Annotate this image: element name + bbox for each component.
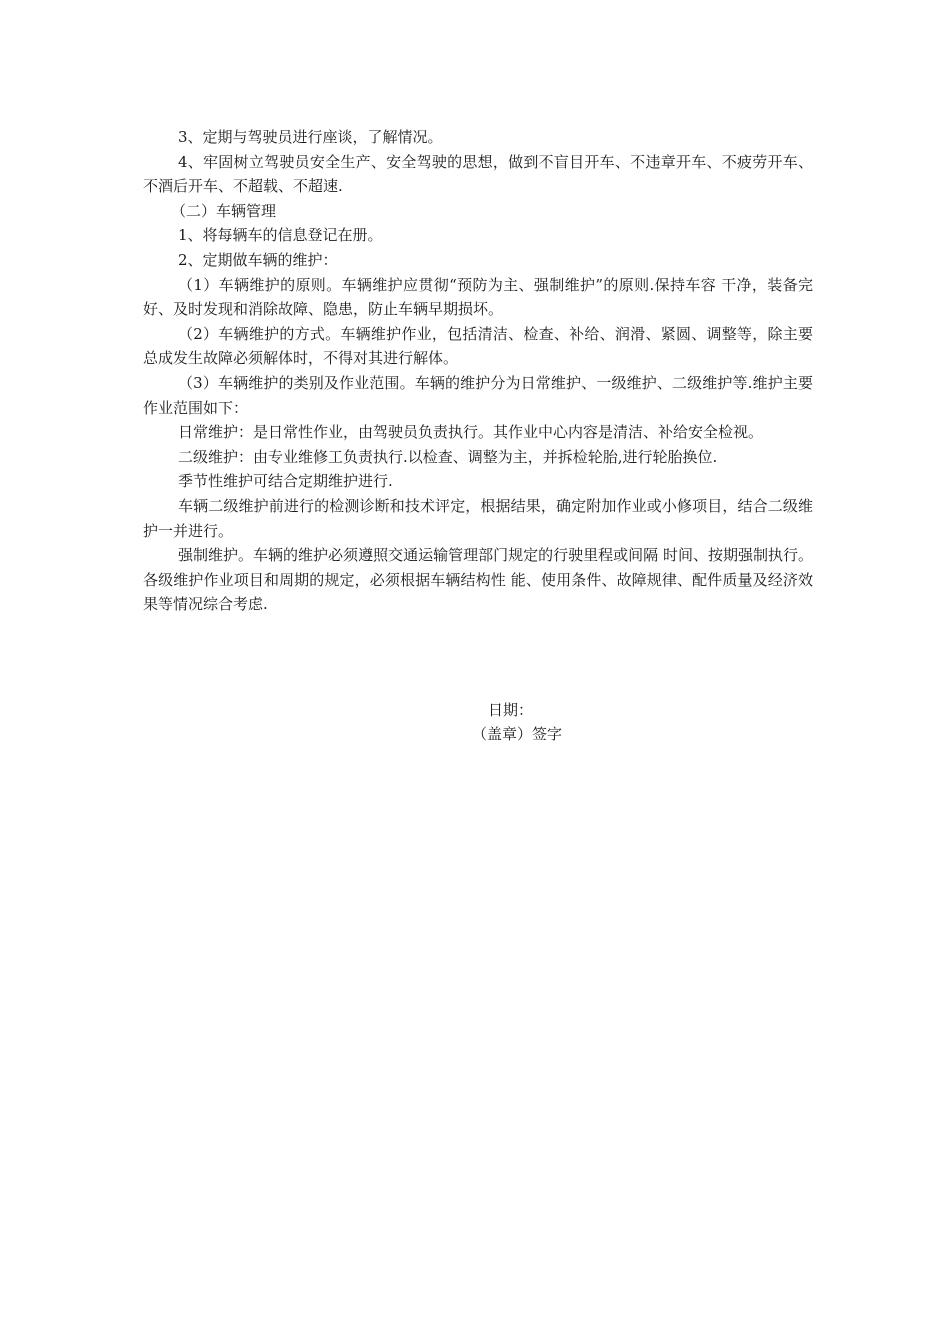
paragraph-daily-maintenance: 日常维护：是日常性作业，由驾驶员负责执行。其作业中心内容是清洁、补给安全检视。 bbox=[178, 423, 764, 442]
date-label: 日期： bbox=[488, 701, 534, 719]
paragraph-periodic-maintenance: 2、定期做车辆的维护： bbox=[178, 250, 338, 269]
paragraph-item-4: 4、牢固树立驾驶员安全生产、安全驾驶的思想，做到不盲目开车、不违章开车、不疲劳开车、不酒后开车、不超载、不超速. bbox=[143, 152, 813, 196]
document-body bbox=[143, 125, 813, 617]
paragraph-seasonal-maintenance: 季节性维护可结合定期维护进行. bbox=[178, 472, 393, 491]
paragraph-mandatory-maintenance: 强制维护。车辆的维护必须遵照交通运输管理部门规定的行驶里程或间隔 时间、按期强制执行。各级维护作业项目和周期的规定，必须根据车辆结构性 能、使用条件、故障规律、配件质量及经济效果等情况综合考虑. bbox=[143, 546, 813, 614]
paragraph-vehicle-registration: 1、将每辆车的信息登记在册。 bbox=[178, 226, 383, 245]
paragraph-maintenance-categories: （3）车辆维护的类别及作业范围。车辆的维护分为日常维护、一级维护、二级维护等.维护主要作业范围如下： bbox=[143, 373, 813, 417]
signature-block bbox=[440, 698, 620, 746]
section-heading-vehicle-management: （二）车辆管理 bbox=[171, 201, 277, 220]
paragraph-maintenance-method: （2）车辆维护的方式。车辆维护作业，包括清洁、检查、补给、润滑、紧圆、调整等，除主要总成发生故障必须解体时，不得对其进行解体。 bbox=[143, 324, 813, 368]
paragraph-item-3: 3、定期与驾驶员进行座谈，了解情况。 bbox=[178, 128, 443, 146]
paragraph-level-two-maintenance: 二级维护：由专业维修工负责执行.以检查、调整为主，并拆检轮胎,进行轮胎换位. bbox=[178, 447, 718, 466]
paragraph-pre-maintenance-inspection: 车辆二级维护前进行的检测诊断和技术评定，根据结果，确定附加作业或小修项目，结合二级维护一并进行。 bbox=[143, 496, 813, 540]
seal-signature-label: （盖章）签字 bbox=[472, 725, 563, 743]
paragraph-maintenance-principle: （1）车辆维护的原则。车辆维护应贯彻“预防为主、强制维护”的原则.保持车容 干净，装备完好、及时发现和消除故障、隐患，防止车辆早期损坏。 bbox=[143, 275, 813, 319]
